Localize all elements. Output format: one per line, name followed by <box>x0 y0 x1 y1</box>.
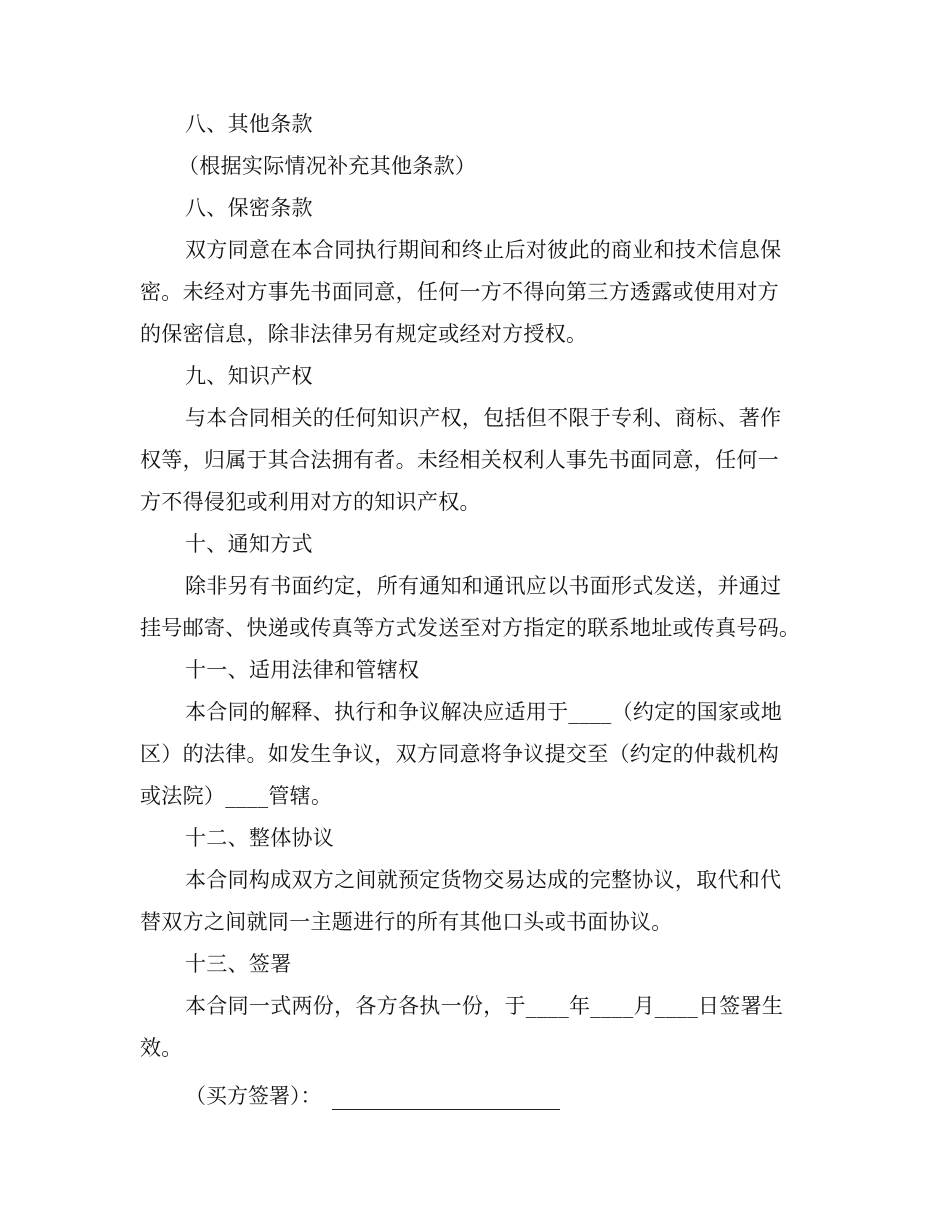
paragraph-text: 区）的法律。如发生争议，双方同意将争议提交至（约定的仲裁机构 <box>140 742 779 766</box>
paragraph-text: 挂号邮寄、快递或传真等方式发送至对方指定的联系地址或传真号码。 <box>140 616 801 640</box>
buyer-signature-line <box>332 1087 560 1110</box>
section-heading-notice: 十、通知方式 <box>185 532 313 556</box>
paragraph-text: 与本合同相关的任何知识产权，包括但不限于专利、商标、著作 <box>185 406 782 430</box>
paragraph-text: 本合同的解释、执行和争议解决应适用于____（约定的国家或地 <box>185 700 782 724</box>
paragraph-text: 或法院）____管辖。 <box>140 784 333 808</box>
paragraph-text: （根据实际情况补充其他条款） <box>178 154 477 178</box>
paragraph-text: 双方同意在本合同执行期间和终止后对彼此的商业和技术信息保 <box>185 238 782 262</box>
section-heading-ip: 九、知识产权 <box>185 364 313 388</box>
section-heading-entire-agreement: 十二、整体协议 <box>185 826 335 850</box>
paragraph-text: 方不得侵犯或利用对方的知识产权。 <box>140 490 481 514</box>
paragraph-text: 密。未经对方事先书面同意，任何一方不得向第三方透露或使用对方 <box>140 280 779 304</box>
buyer-signature-row <box>185 1082 560 1110</box>
paragraph-text: 替双方之间就同一主题进行的所有其他口头或书面协议。 <box>140 910 673 934</box>
paragraph-text: 的保密信息，除非法律另有规定或经对方授权。 <box>140 322 588 346</box>
section-heading-signing: 十三、签署 <box>185 952 292 976</box>
buyer-signature-label: （买方签署）： <box>185 1084 322 1108</box>
section-heading-confidentiality: 八、保密条款 <box>185 196 313 220</box>
section-heading-law: 十一、适用法律和管辖权 <box>185 658 420 682</box>
paragraph-text: 效。 <box>140 1036 183 1060</box>
section-heading-other-terms: 八、其他条款 <box>185 112 313 136</box>
paragraph-text: 本合同一式两份，各方各执一份，于____年____月____日签署生 <box>185 994 784 1018</box>
paragraph-text: 本合同构成双方之间就预定货物交易达成的完整协议，取代和代 <box>185 868 782 892</box>
paragraph-text: 除非另有书面约定，所有通知和通讯应以书面形式发送，并通过 <box>185 574 782 598</box>
paragraph-text: 权等，归属于其合法拥有者。未经相关权利人事先书面同意，任何一 <box>140 448 779 472</box>
